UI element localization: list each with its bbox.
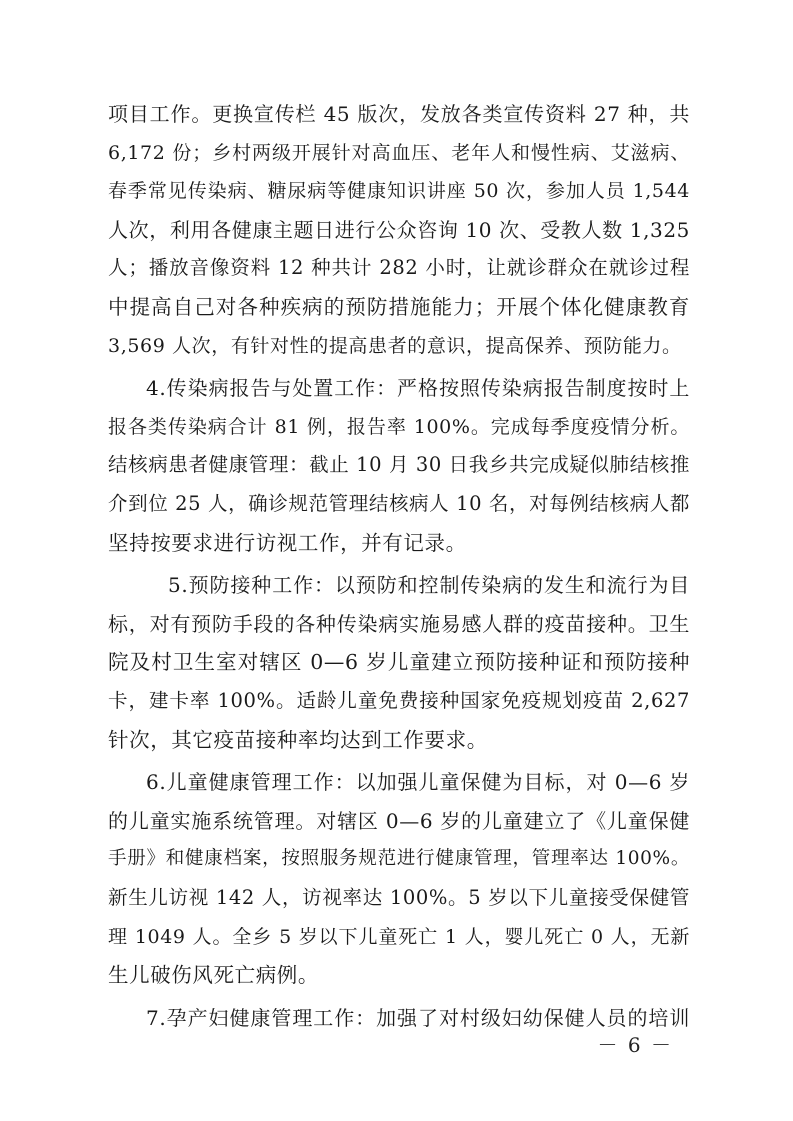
paragraph-line: 的儿童实施系统管理。对辖区 0—6 岁的儿童建立了《儿童保健 xyxy=(108,808,690,833)
paragraph-line: 人次，利用各健康主题日进行公众咨询 10 次、受教人数 1,325 xyxy=(108,217,690,242)
section-5-heading-line: 5.预防接种工作：以预防和控制传染病的发生和流行为目 xyxy=(168,573,690,598)
paragraph-line: 标，对有预防手段的各种传染病实施易感人群的疫苗接种。卫生 xyxy=(108,611,690,636)
paragraph-line: 报各类传染病合计 81 例，报告率 100%。完成每季度疫情分析。 xyxy=(108,415,690,438)
section-4-heading-line: 4.传染病报告与处置工作：严格按照传染病报告制度按时上 xyxy=(146,376,690,401)
paragraph-line: 卡，建卡率 100%。适龄儿童免费接种国家免疫规划疫苗 2,627 xyxy=(108,689,690,712)
paragraph-line: 手册》和健康档案，按照服务规范进行健康管理，管理率达 100%。 xyxy=(108,848,690,870)
paragraph-line: 项目工作。更换宣传栏 45 版次，发放各类宣传资料 27 种，共 xyxy=(108,102,690,126)
paragraph-line: 中提高自己对各种疾病的预防措施能力；开展个体化健康教育 xyxy=(108,295,690,319)
paragraph-line: 介到位 25 人，确诊规范管理结核病人 10 名，对每例结核病人都 xyxy=(108,492,690,515)
paragraph-line: 6,172 份；乡村两级开展针对高血压、老年人和慢性病、艾滋病、 xyxy=(108,141,690,164)
paragraph-line: 理 1049 人。全乡 5 岁以下儿童死亡 1 人，婴儿死亡 0 人，无新 xyxy=(108,925,690,948)
section-7-heading-line: 7.孕产妇健康管理工作：加强了对村级妇幼保健人员的培训 xyxy=(146,1005,690,1030)
paragraph-line: 人；播放音像资料 12 种共计 282 小时，让就诊群众在就诊过程 xyxy=(108,256,690,280)
paragraph-line: 生儿破伤风死亡病例。 xyxy=(108,963,319,988)
section-6-heading-line: 6.儿童健康管理工作：以加强儿童保健为目标，对 0—6 岁 xyxy=(146,770,690,795)
page-number: － 6 － xyxy=(597,1033,673,1057)
paragraph-line: 新生儿访视 142 人，访视率达 100%。5 岁以下儿童接受保健管 xyxy=(108,886,690,909)
paragraph-line: 院及村卫生室对辖区 0—6 岁儿童建立预防接种证和预防接种 xyxy=(108,650,690,675)
paragraph-line: 春季常见传染病、糖尿病等健康知识讲座 50 次，参加人员 1,544 xyxy=(108,180,690,203)
paragraph-line: 坚持按要求进行访视工作，并有记录。 xyxy=(108,530,467,555)
paragraph-line: 3,569 人次，有针对性的提高患者的意识，提高保养、预防能力。 xyxy=(108,334,682,357)
paragraph-line: 结核病患者健康管理：截止 10 月 30 日我乡共完成疑似肺结核推 xyxy=(108,453,690,477)
paragraph-line: 针次，其它疫苗接种率均达到工作要求。 xyxy=(108,727,488,752)
